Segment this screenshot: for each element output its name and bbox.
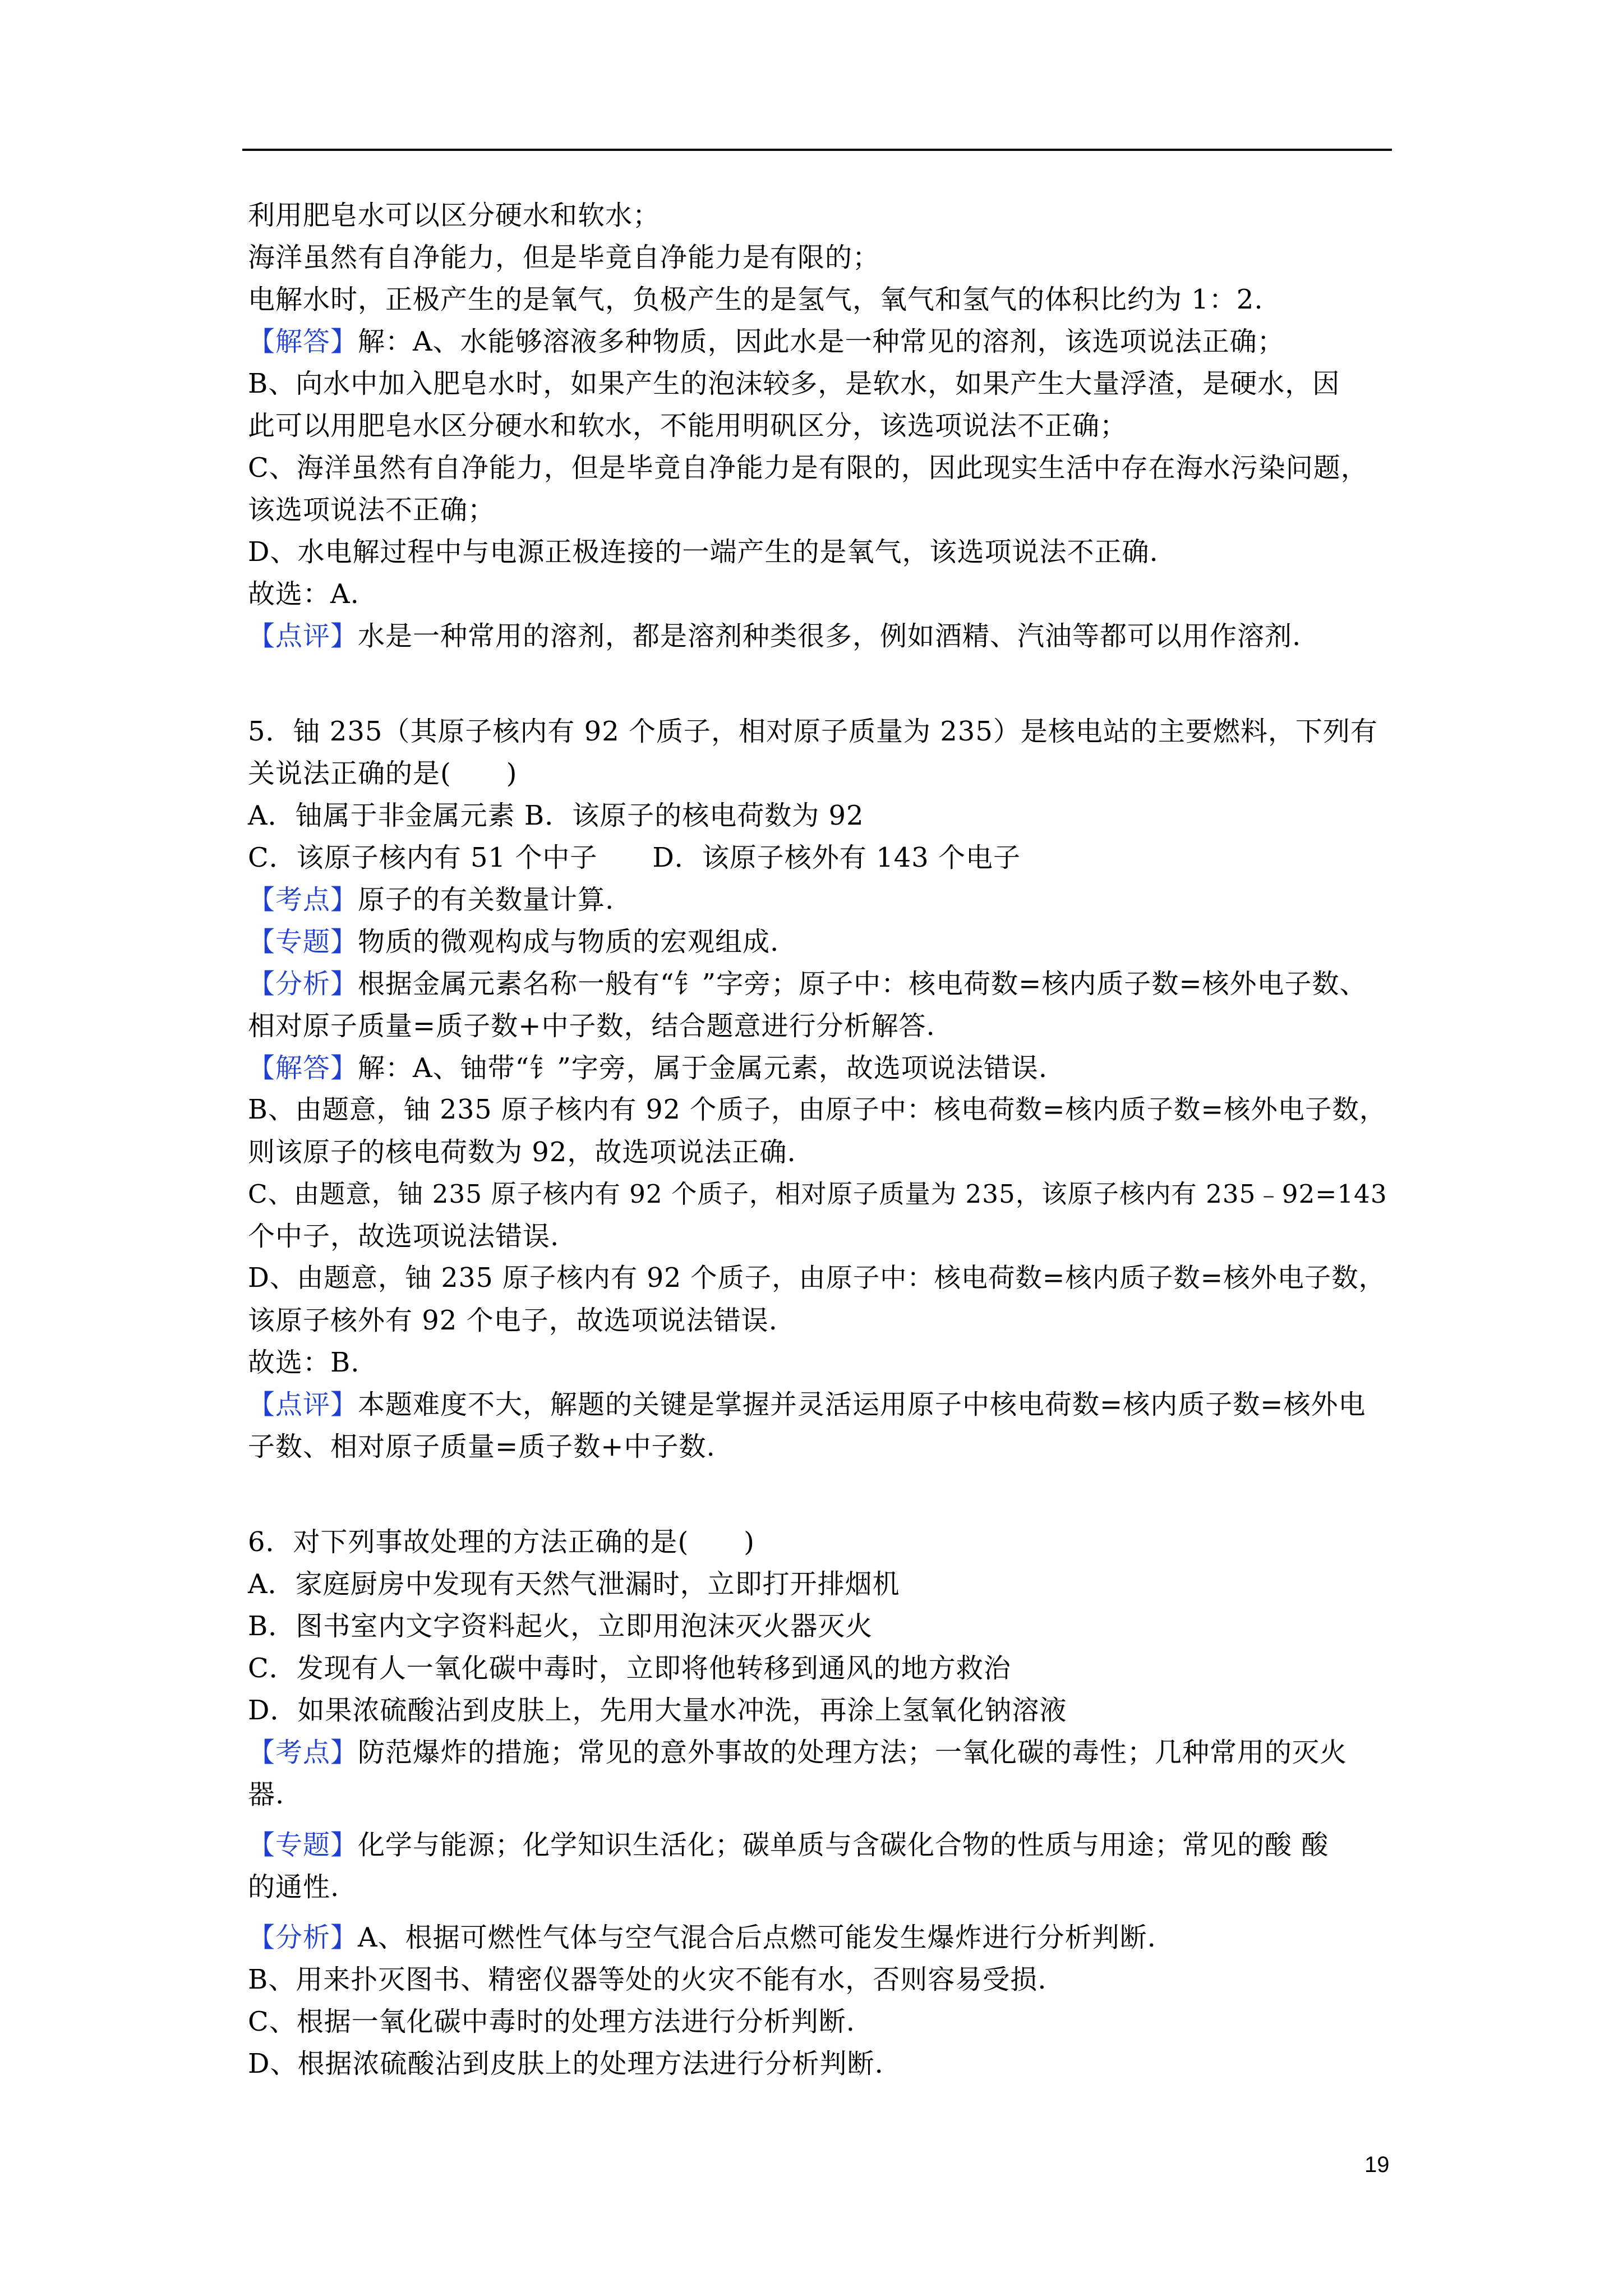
- text-line: [248, 1388, 1366, 1421]
- line-text: 原子的有关数量计算.: [358, 884, 615, 915]
- section-tag: 【专题】: [248, 1829, 358, 1861]
- line-text: 的通性.: [248, 1871, 340, 1903]
- line-text: 子数、相对原子质量=质子数+中子数.: [248, 1431, 716, 1462]
- line-text: C、海洋虽然有自净能力，但是毕竟自净能力是有限的，因此现实生活中存在海水污染问题，: [248, 452, 1368, 484]
- section-tag: 【考点】: [248, 884, 358, 915]
- line-text: 故选：B.: [248, 1347, 360, 1378]
- text-line: [248, 1829, 1329, 1861]
- line-text: 水是一种常用的溶剂，都是溶剂种类很多，例如酒精、汽油等都可以用作溶剂.: [358, 620, 1302, 652]
- text-line: [248, 494, 495, 526]
- line-text: 器.: [248, 1779, 285, 1810]
- line-text: C、由题意，铀 235 原子核内有 92 个质子，相对原子质量为 235，该原子核内有 235﹣92=143: [248, 1179, 1387, 1209]
- text-line: [248, 241, 880, 274]
- line-text: 则该原子的核电荷数为 92，故选项说法正确.: [248, 1137, 796, 1168]
- line-text: 关说法正确的是( ): [248, 758, 518, 789]
- text-line: [248, 2005, 855, 2038]
- line-text: 5．铀 235（其原子核内有 92 个质子，相对原子质量为 235）是核电站的主要燃料，下列有: [248, 716, 1378, 747]
- line-text: 化学与能源；化学知识生活化；碳单质与含碳化合物的性质与用途；常见的酸 酸: [358, 1829, 1329, 1861]
- section-tag: 【解答】: [248, 326, 358, 357]
- section-tag: 【分析】: [248, 1922, 358, 1953]
- line-text: 根据金属元素名称一般有“钅”字旁；原子中：核电荷数=核内质子数=核外电子数、: [358, 968, 1367, 1000]
- section-tag: 【分析】: [248, 968, 358, 1000]
- line-text: D、根据浓硫酸沾到皮肤上的处理方法进行分析判断.: [248, 2048, 884, 2079]
- text-line: [248, 1694, 1067, 1727]
- line-text: 该原子核外有 92 个电子，故选项说法错误.: [248, 1305, 778, 1336]
- line-text: 海洋虽然有自净能力，但是毕竟自净能力是有限的；: [248, 242, 880, 273]
- line-text: C．该原子核内有 51 个中子 D．该原子核外有 143 个电子: [248, 842, 1021, 873]
- text-line: [248, 1304, 778, 1337]
- text-line: [248, 968, 1367, 1000]
- text-line: [248, 1526, 755, 1558]
- text-line: [248, 1178, 1387, 1211]
- text-line: [248, 1921, 1156, 1954]
- text-line: [248, 325, 1285, 358]
- text-line: [248, 1010, 935, 1042]
- text-line: [248, 283, 1264, 316]
- text-line: [248, 409, 1127, 442]
- text-line: [248, 757, 517, 790]
- text-line: [248, 1094, 1386, 1126]
- line-text: 相对原子质量=质子数+中子数，结合题意进行分析解答.: [248, 1010, 935, 1042]
- text-line: [248, 1052, 1048, 1084]
- line-text: 防范爆炸的措施；常见的意外事故的处理方法；一氧化碳的毒性；几种常用的灭火: [358, 1737, 1348, 1768]
- line-text: 6．对下列事故处理的方法正确的是( ): [248, 1526, 755, 1558]
- text-line: [248, 1736, 1347, 1769]
- text-line: [248, 620, 1301, 652]
- section-tag: 【点评】: [248, 1389, 358, 1420]
- line-text: D．如果浓硫酸沾到皮肤上，先用大量水冲洗，再涂上氢氧化钠溶液: [248, 1695, 1067, 1726]
- text-line: [248, 1963, 1047, 1996]
- line-text: A．铀属于非金属元素 B．该原子的核电荷数为 92: [248, 800, 864, 831]
- text-line: [248, 1610, 873, 1642]
- line-text: 电解水时，正极产生的是氧气，负极产生的是氢气，氧气和氢气的体积比约为 1：2.: [248, 284, 1264, 315]
- text-line: [248, 1652, 1011, 1685]
- section-tag: 【解答】: [248, 1052, 358, 1084]
- section-tag: 【点评】: [248, 620, 358, 652]
- line-text: B、向水中加入肥皂水时，如果产生的泡沫较多，是软水，如果产生大量浮渣，是硬水，因: [248, 368, 1340, 399]
- line-text: 利用肥皂水可以区分硬水和软水；: [248, 200, 661, 231]
- text-line: [248, 1346, 360, 1379]
- section-tag: 【考点】: [248, 1737, 358, 1768]
- text-line: [248, 1262, 1386, 1295]
- header-rule: [242, 149, 1392, 151]
- text-line: [248, 367, 1340, 400]
- text-line: [248, 1430, 716, 1463]
- line-text: A、根据可燃性气体与空气混合后点燃可能发生爆炸进行分析判断.: [358, 1922, 1156, 1953]
- text-line: [248, 841, 1021, 874]
- text-line: [248, 578, 359, 610]
- line-text: 本题难度不大，解题的关键是掌握并灵活运用原子中核电荷数=核内质子数=核外电: [358, 1389, 1366, 1420]
- text-line: [248, 199, 660, 232]
- text-line: [248, 452, 1368, 484]
- line-text: 解：A、铀带“钅”字旁，属于金属元素，故选项说法错误.: [358, 1052, 1048, 1084]
- text-line: [248, 884, 614, 916]
- text-line: [248, 715, 1378, 748]
- line-text: 该选项说法不正确；: [248, 494, 496, 526]
- text-line: [248, 2047, 884, 2080]
- line-text: 个中子，故选项说法错误.: [248, 1221, 560, 1252]
- line-text: D、水电解过程中与电源正极连接的一端产生的是氧气，该选项说法不正确.: [248, 536, 1159, 568]
- text-line: [248, 799, 864, 832]
- line-text: 物质的微观构成与物质的宏观组成.: [358, 926, 780, 958]
- text-line: [248, 1220, 559, 1253]
- line-text: 故选：A.: [248, 578, 359, 610]
- line-text: C、根据一氧化碳中毒时的处理方法进行分析判断.: [248, 2006, 855, 2037]
- page-number: 19: [1364, 2152, 1390, 2177]
- line-text: C．发现有人一氧化碳中毒时，立即将他转移到通风的地方救治: [248, 1653, 1011, 1684]
- section-tag: 【专题】: [248, 926, 358, 958]
- line-text: B、由题意，铀 235 原子核内有 92 个质子，由原子中：核电荷数=核内质子数=核外电子数，: [248, 1094, 1387, 1125]
- text-line: [248, 926, 779, 958]
- line-text: B、用来扑灭图书、精密仪器等处的火灾不能有水，否则容易受损.: [248, 1964, 1047, 1995]
- line-text: B．图书室内文字资料起火，立即用泡沫灭火器灭火: [248, 1611, 873, 1642]
- line-text: 此可以用肥皂水区分硬水和软水，不能用明矾区分，该选项说法不正确；: [248, 410, 1128, 441]
- line-text: 解：A、水能够溶液多种物质，因此水是一种常见的溶剂，该选项说法正确；: [358, 326, 1285, 357]
- text-line: [248, 1871, 339, 1903]
- text-line: [248, 536, 1159, 568]
- line-text: D、由题意，铀 235 原子核内有 92 个质子，由原子中：核电荷数=核内质子数=核外电子数，: [248, 1263, 1386, 1294]
- line-text: A．家庭厨房中发现有天然气泄漏时，立即打开排烟机: [248, 1568, 900, 1600]
- text-line: [248, 1568, 900, 1600]
- text-line: [248, 1778, 284, 1811]
- text-line: [248, 1136, 796, 1168]
